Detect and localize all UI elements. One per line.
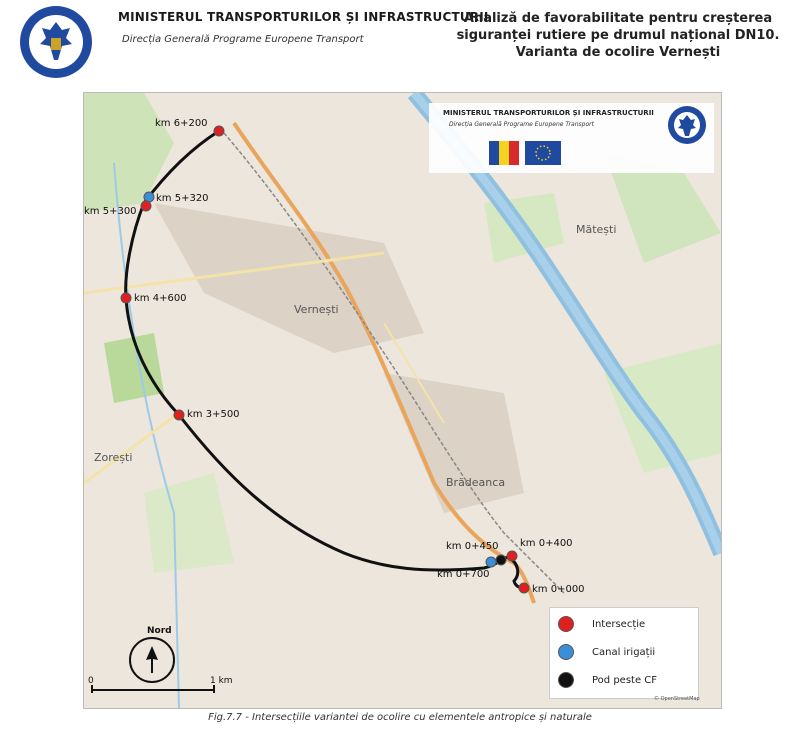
place-label-zoresti: Zorești [94,451,133,464]
km-label: km 0+000 [532,584,585,595]
north-label: Nord [147,626,172,636]
km-label: km 5+320 [156,193,209,204]
km-label: km 5+300 [84,206,137,217]
government-seal-icon [18,4,94,80]
km-label: km 4+600 [134,293,187,304]
canal-marker [144,192,154,202]
canal-marker [486,557,496,567]
intersection-marker [507,551,517,561]
directorate-name: Direcția Generală Programe Europene Transport [122,34,364,45]
km-label: km 6+200 [155,118,208,129]
legend-label: Canal irigații [592,646,656,658]
red-dot-icon [558,616,574,632]
inset-ministry-name: MINISTERUL TRANSPORTURILOR ȘI INFRASTRUCTURII [443,109,654,117]
intersection-marker [121,293,131,303]
legend-item-canal [558,644,655,660]
legend-label: Intersecție [592,618,646,630]
black-dot-icon [558,672,574,688]
place-label-matesti: Mătești [576,223,617,236]
field-area [144,473,234,573]
inset-logo-panel [429,103,714,173]
km-label: km 0+400 [520,538,573,549]
inset-directorate-name: Direcția Generală Programe Europene Transport [449,121,594,128]
km-label: km 0+450 [446,541,499,552]
inset-government-seal-icon [667,105,707,145]
ministry-name: MINISTERUL TRANSPORTURILOR ȘI INFRASTRUCTURII [118,10,489,24]
village-area [384,373,524,513]
intersection-marker [174,410,184,420]
scale-label-end: 1 km [210,676,233,686]
title-line-1: Analiză de favorabilitate pentru creșterea [463,11,773,26]
km-label: km 3+500 [187,409,240,420]
map [83,92,722,709]
north-arrow-pointer [146,646,158,673]
km-label: km 0+700 [437,569,490,580]
secondary-road [84,413,179,483]
place-label-vernesti: Vernești [294,303,339,316]
field-area [604,343,721,473]
title-line-3: Varianta de ocolire Vernești [515,45,721,60]
flags-icon [489,141,565,167]
blue-dot-icon [558,644,574,660]
place-label-bradeanca: Brădeanca [446,476,506,489]
map-legend [549,607,699,699]
scale-label-start: 0 [88,676,94,686]
intersection-marker [519,583,529,593]
map-attribution: © OpenStreetMap [654,696,700,702]
bridge-marker [496,555,506,565]
intersection-marker [214,126,224,136]
document-title [448,10,788,61]
intersection-marker [141,201,151,211]
legend-label: Pod peste CF [592,674,658,686]
figure-caption: Fig.7.7 - Intersecțiile variantei de ocolire cu elementele antropice și naturale [208,712,592,723]
page-header [0,0,800,80]
legend-item-bridge [558,672,657,688]
legend-item-intersection [558,616,645,632]
title-line-2: siguranței rutiere pe drumul național DN10. [456,28,780,43]
